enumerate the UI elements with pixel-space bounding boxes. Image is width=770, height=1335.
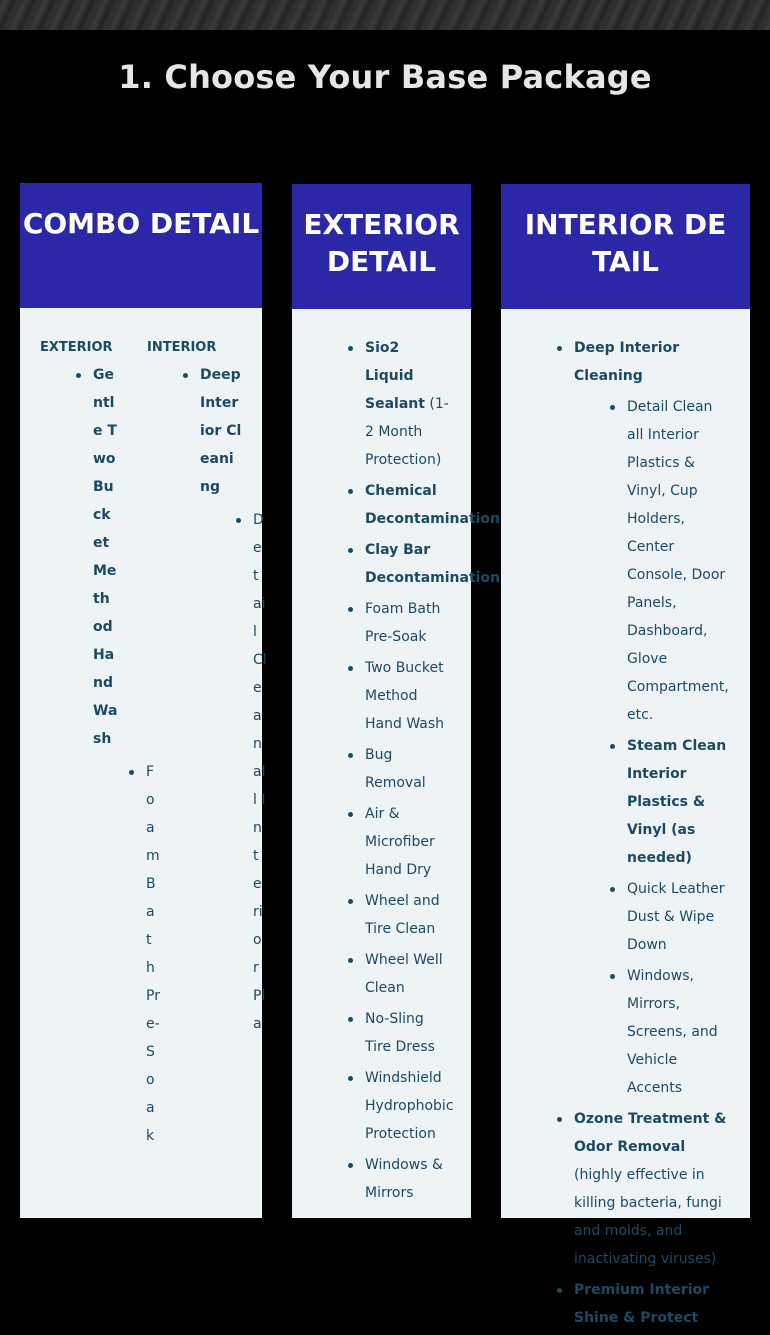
interior-detail-list <box>574 334 732 1335</box>
combo-interior-list <box>200 361 242 504</box>
list-item: Deep Interior Cleaning <box>200 361 242 501</box>
combo-interior-list-more <box>253 506 267 1041</box>
list-item: Foam Bath Pre-Soak <box>146 758 160 1150</box>
list-item: Foam Bath Pre-Soak <box>365 595 449 651</box>
list-item: Windshield Hydrophobic Protection <box>365 1064 449 1148</box>
list-item: Two Bucket Method Hand Wash <box>365 654 449 738</box>
list-item: Detail Clean all Interior Pla <box>253 506 267 1038</box>
combo-interior-label: INTERIOR <box>147 340 217 355</box>
combo-exterior-list <box>93 361 119 756</box>
list-item: Steam Clean Interior Plastics & Vinyl (as needed) <box>627 732 731 872</box>
section-title: 1. Choose Your Base Package <box>118 58 652 96</box>
exterior-detail-list <box>365 334 501 1210</box>
list-item: Clay Bar Decontamination <box>365 536 449 592</box>
interior-detail-title: INTERIOR DETAIL <box>501 184 750 309</box>
list-item: Windows, Mirrors, Screens, and Vehicle Accents <box>627 962 731 1102</box>
list-item: Premium Interior Shine & Protect <box>574 1276 732 1332</box>
list-item: Sio2 Liquid Sealant (1-2 Month Protection) <box>365 334 449 474</box>
list-item: Wheel Well Clean <box>365 946 449 1002</box>
list-item: Air & Microfiber Hand Dry <box>365 800 449 884</box>
list-item: Chemical Decontamination <box>365 477 449 533</box>
combo-detail-card <box>20 183 267 1218</box>
list-item: Gentle Two Bucket Method Hand Wash <box>93 361 119 753</box>
list-item: Ozone Treatment & Odor Removal (highly effective in killing bacteria, fungi and molds, and inactivating viruses) <box>574 1105 732 1273</box>
exterior-detail-title: EXTERIOR DETAIL <box>292 184 471 309</box>
interior-detail-card <box>501 184 750 1326</box>
list-item: Windows & Mirrors <box>365 1151 449 1207</box>
list-item: No-Sling Tire Dress <box>365 1005 449 1061</box>
list-item: Deep Interior Cleaning Detail Clean all Interior Plastics & Vinyl, Cup Holders, Center Console, Door Panels, Dashboard, Glove Compartment, etc. Steam Clean Interior Plastics & Vinyl (as needed) Quick Leather Dust & Wipe Down Windows, Mirrors, Screens, and Vehicle Accents <box>574 334 732 1102</box>
combo-exterior-label: EXTERIOR <box>40 340 113 355</box>
interior-nested-list <box>627 393 731 1102</box>
exterior-detail-card <box>292 184 501 1218</box>
combo-exterior-list-more <box>146 758 160 1153</box>
list-item: Wheel and Tire Clean <box>365 887 449 943</box>
list-item: Detail Clean all Interior Plastics & Vinyl, Cup Holders, Center Console, Door Panels, Dashboard, Glove Compartment, etc. <box>627 393 731 729</box>
list-item: Bug Removal <box>365 741 449 797</box>
combo-detail-title: COMBO DETAIL <box>20 183 262 308</box>
hero-background-strip <box>0 0 770 30</box>
list-item: Quick Leather Dust & Wipe Down <box>627 875 731 959</box>
